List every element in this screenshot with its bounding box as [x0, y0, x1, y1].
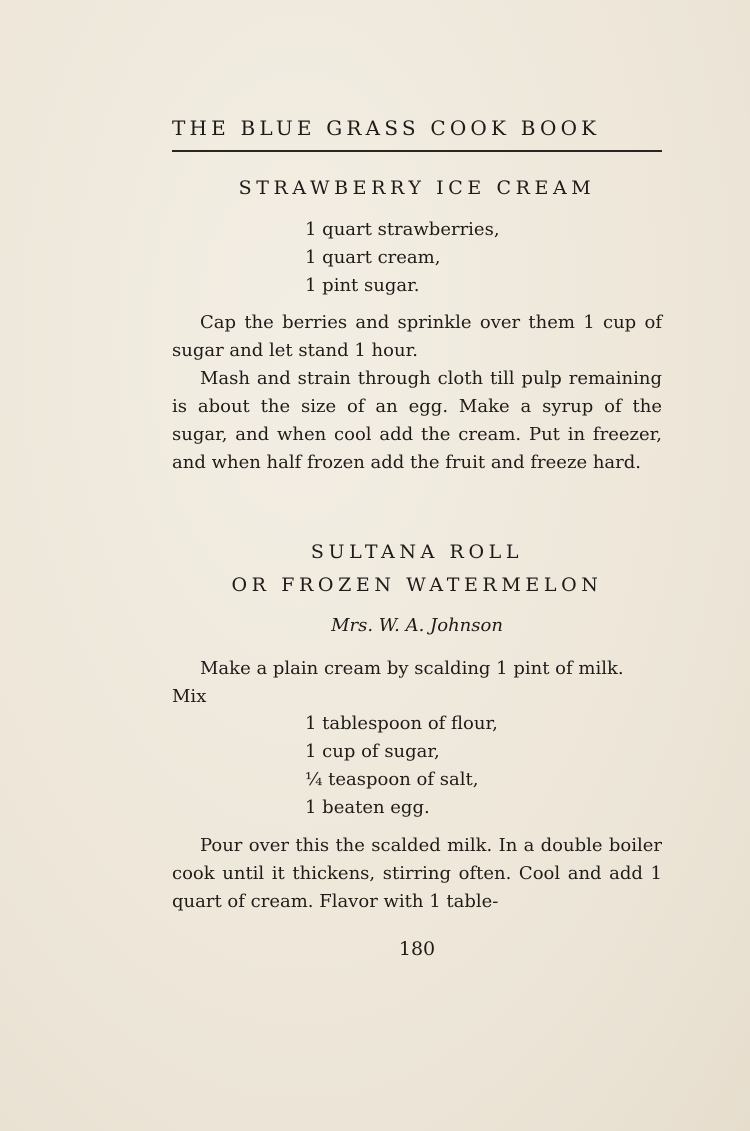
- instruction-paragraph: Make a plain cream by scalding 1 pint of milk. Mix: [172, 658, 624, 707]
- ingredient-item: 1 pint sugar.: [305, 275, 420, 296]
- ingredient-item: 1 cup of sugar,: [305, 741, 440, 762]
- ingredient-item: 1 tablespoon of flour,: [305, 713, 498, 734]
- ingredient-item: ¼ teaspoon of salt,: [305, 769, 479, 790]
- header-rule: [172, 150, 662, 152]
- instruction-paragraph: Cap the berries and sprinkle over them 1 cup of sugar and let stand 1 hour.: [172, 312, 662, 361]
- ingredient-list-strawberry: [305, 216, 500, 300]
- page-number: 180: [398, 938, 436, 960]
- recipe-title-sultana-roll: SULTANA ROLL: [310, 541, 524, 563]
- recipe-subtitle-frozen-watermelon: OR FROZEN WATERMELON: [231, 574, 603, 596]
- ingredient-item: 1 quart strawberries,: [305, 219, 500, 240]
- ingredient-item: 1 quart cream,: [305, 247, 441, 268]
- ingredient-list-sultana: [305, 710, 498, 822]
- ingredient-item: 1 beaten egg.: [305, 797, 430, 818]
- recipe-author: Mrs. W. A. Johnson: [331, 615, 503, 636]
- recipe-title-strawberry-ice-cream: STRAWBERRY ICE CREAM: [238, 177, 596, 199]
- instruction-paragraph: Mash and strain through cloth till pulp remaining is about the size of an egg. Make a syrup of the sugar, and when cool add the cream. Put in freezer, and when half frozen add the fruit and freeze hard.: [172, 368, 662, 473]
- running-head: THE BLUE GRASS COOK BOOK: [172, 116, 601, 140]
- instruction-paragraph: Pour over this the scalded milk. In a double boiler cook until it thickens, stirring often. Cool and add 1 quart of cream. Flavor with 1 table-: [172, 835, 662, 912]
